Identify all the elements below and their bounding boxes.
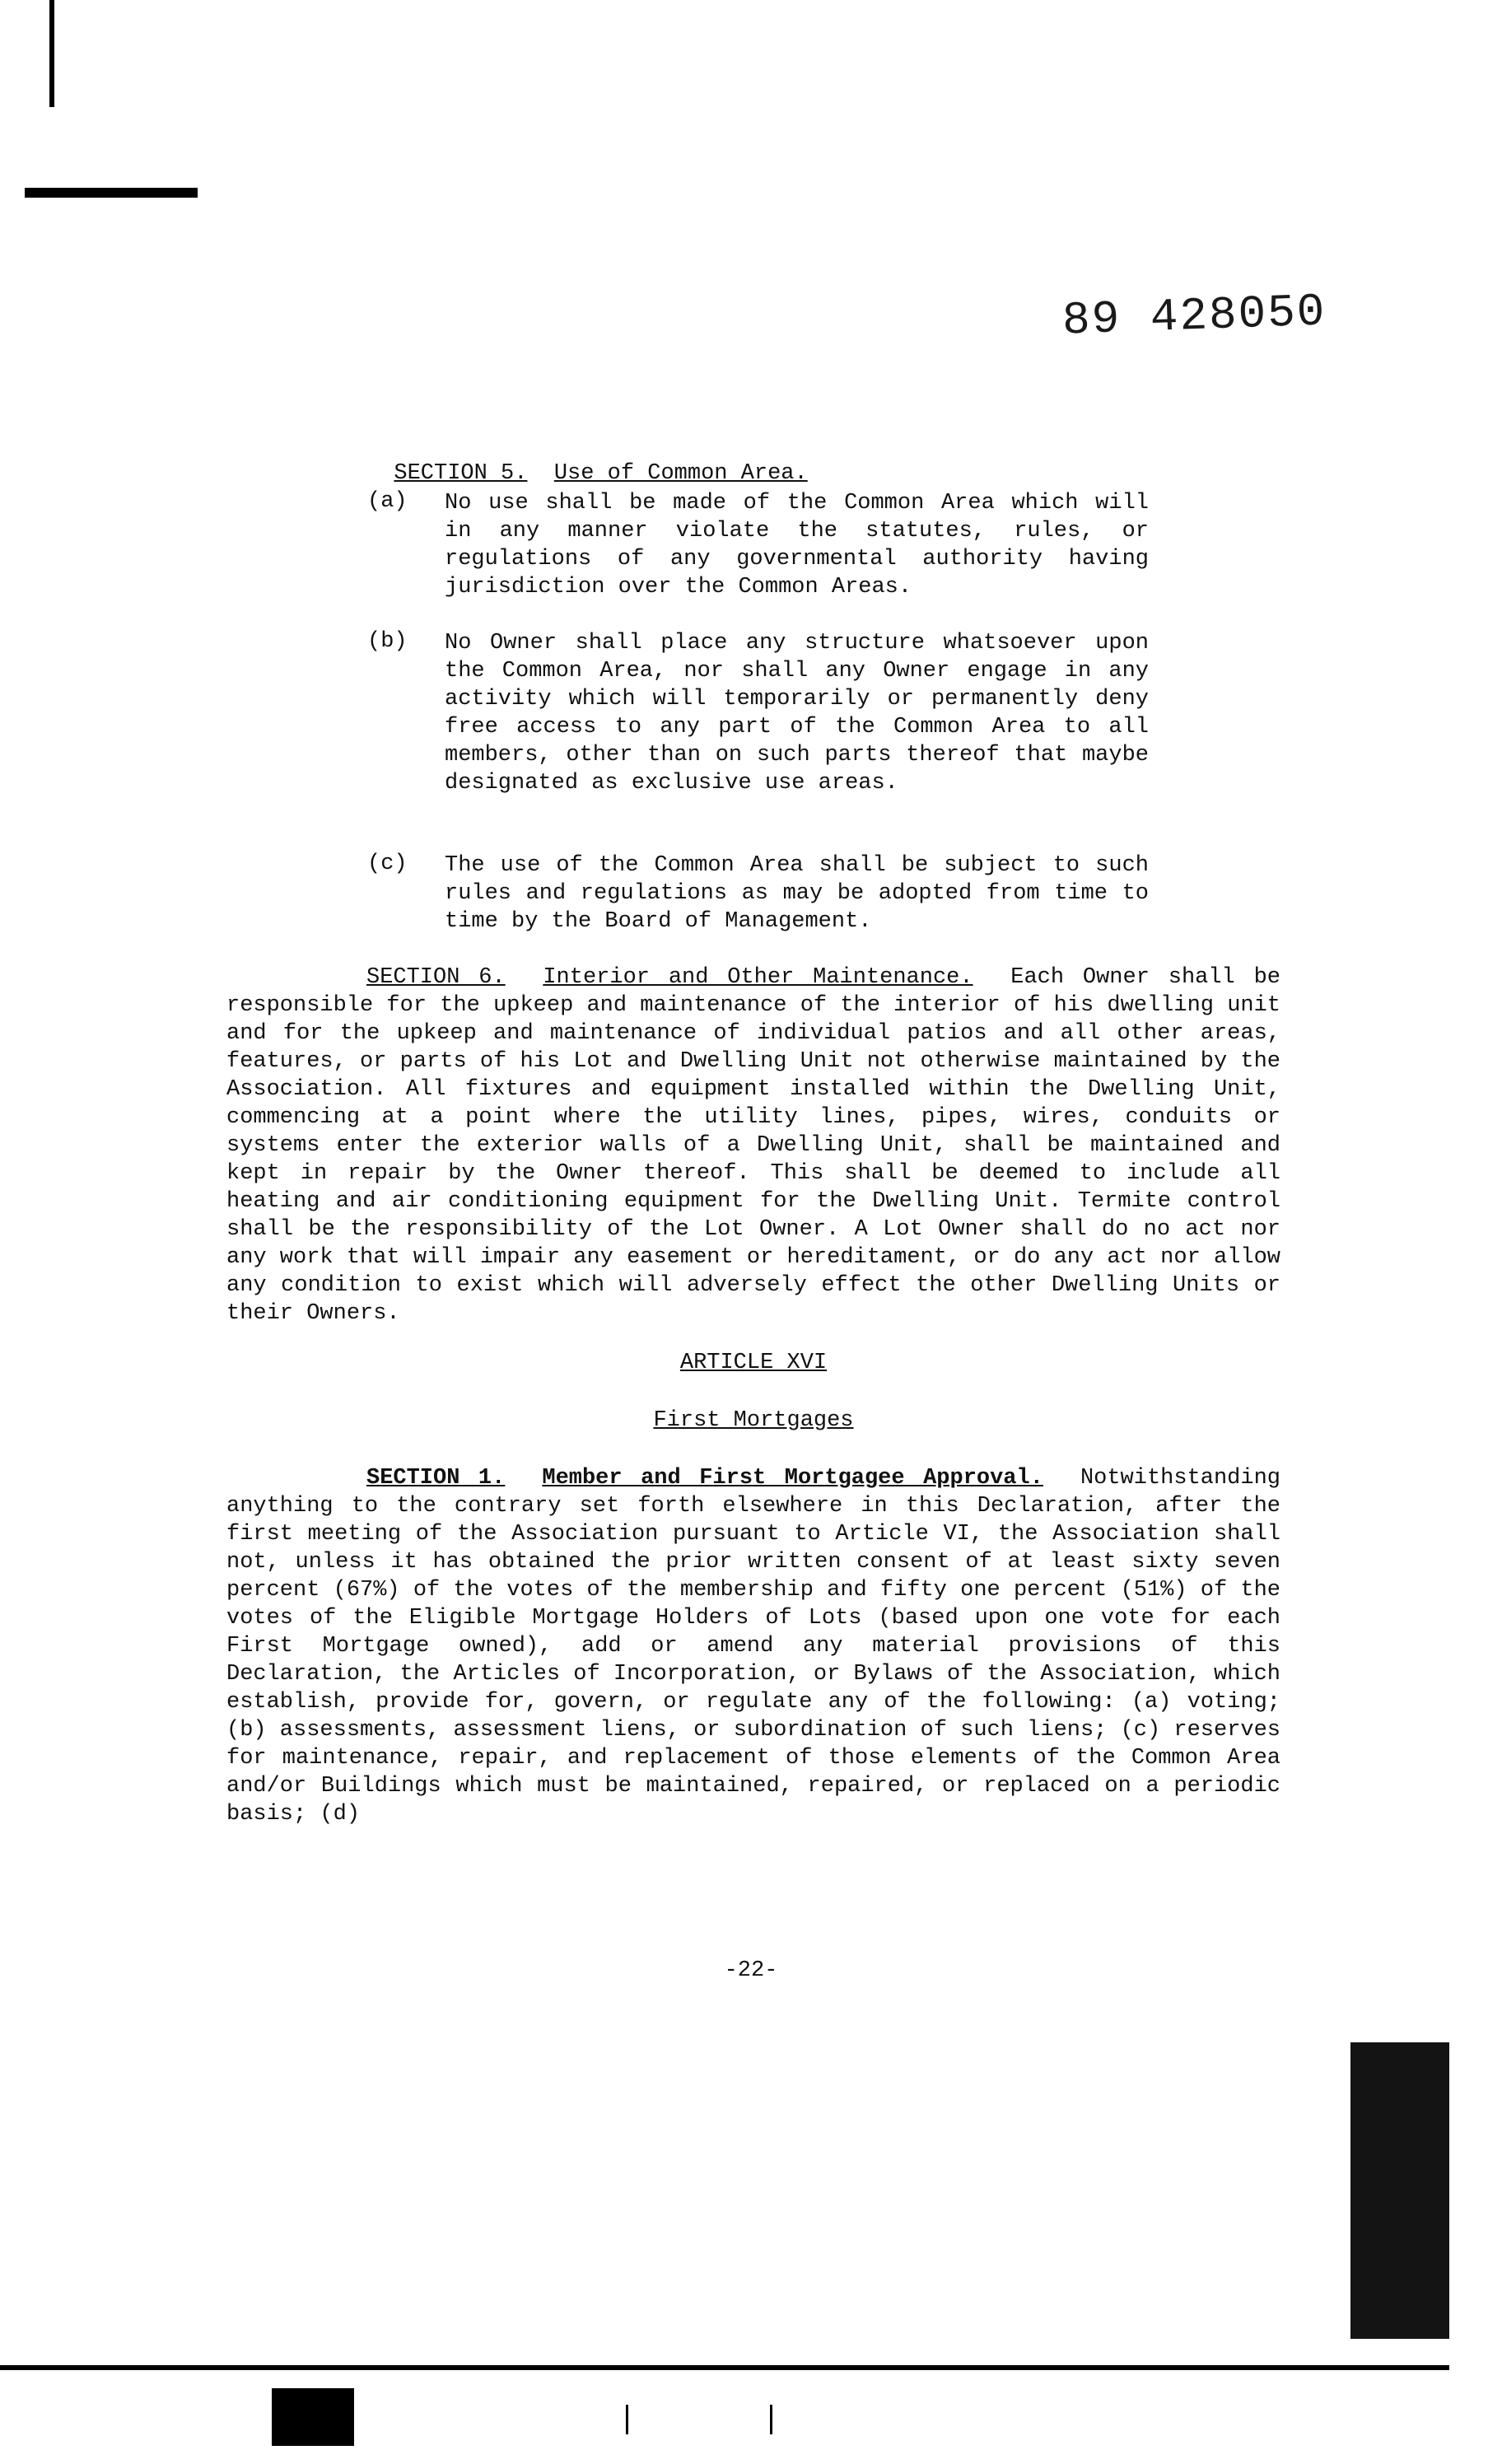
article-heading: ARTICLE XVI xyxy=(679,1351,828,1375)
section-6-title: Interior and Other Maintenance. xyxy=(543,965,973,990)
scan-artifact-bottom-tick-2 xyxy=(770,2405,772,2434)
section-6-paragraph xyxy=(226,964,1280,1328)
page-number: -22- xyxy=(724,1958,778,1983)
scan-artifact-bottom-left xyxy=(272,2388,354,2446)
section-5-item-c-label: (c) xyxy=(367,852,408,876)
section-5-item-b-label: (b) xyxy=(367,629,408,654)
section-5-label: SECTION 5. xyxy=(394,461,528,486)
article-section-1-paragraph xyxy=(226,1464,1280,1828)
document-number: 89 428050 xyxy=(1061,285,1327,348)
section-5-item-a-text: No use shall be made of the Common Area which will in any manner violate the statutes, rules, or regulations of any governmental authority having jurisdiction over the Common Areas. xyxy=(445,491,1149,600)
article-subheading: First Mortgages xyxy=(653,1408,854,1433)
scan-artifact-right-blot xyxy=(1350,2042,1449,2339)
section-5-item-a-label: (a) xyxy=(367,489,408,514)
article-section-1-text: Notwithstanding anything to the contrary set forth elsewhere in this Declaration, after the first meeting of the Association pursuant to Article VI, the Association shall not, unless it has obtained the prior written consent of at least sixty seven percent (67%) of the votes of the membership and fifty one percent (51%) of the votes of the Eligible Mortgage Holders of Lots (based upon one vote for each First Mortgage owned), add or amend any material provisions of this Declaration, the Articles of Incorporation, or Bylaws of the Association, which establish, provide for, govern, or regulate any of the following: (a) voting; (b) assessments, assessment liens, or subordination of such liens; (c) reserves for maintenance, repair, and replacement of those elements of the Common Area and/or Buildings which must be maintained, repaired, or replaced on a periodic basis; (d) xyxy=(226,1466,1281,1827)
scan-artifact-bottom-tick xyxy=(626,2405,628,2434)
section-5-item-b-text: No Owner shall place any structure whatsoever upon the Common Area, nor shall any Owner engage in any activity which will temporarily or permanently deny free access to any part of the Common Area to all members, other than on such parts thereof that maybe designated as exclusive use areas. xyxy=(445,631,1149,796)
scan-artifact-bottom-bar xyxy=(0,2365,1449,2370)
section-6-label: SECTION 6. xyxy=(366,965,506,990)
section-5-item-c-text: The use of the Common Area shall be subject to such rules and regulations as may be adopted from time to time by the Board of Management. xyxy=(445,853,1149,934)
scan-artifact-left-bar xyxy=(49,0,54,107)
section-5-title: Use of Common Area. xyxy=(553,461,808,486)
article-section-1-title: Member and First Mortgagee Approval. xyxy=(542,1466,1043,1491)
scan-artifact-top-left xyxy=(25,188,198,198)
section-5-heading xyxy=(367,432,808,488)
section-6-text: Each Owner shall be responsible for the upkeep and maintenance of the interior of his dwelling unit and for the upkeep and maintenance of individual patios and all other areas, features, or parts of his Lot and Dwelling Unit not otherwise maintained by the Association. All fixtures and equipment installed within the Dwelling Unit, commencing at a point where the utility lines, pipes, wires, conduits or systems enter the exterior walls of a Dwelling Unit, shall be maintained and kept in repair by the Owner thereof. This shall be deemed to include all heating and air conditioning equipment for the Dwelling Unit. Termite control shall be the responsibility of the Lot Owner. A Lot Owner shall do no act nor any work that will impair any easement or hereditament, or do any act nor allow any condition to exist which will adversely effect the other Dwelling Units or their Owners. xyxy=(226,965,1281,1326)
article-section-1-label: SECTION 1. xyxy=(366,1466,506,1491)
